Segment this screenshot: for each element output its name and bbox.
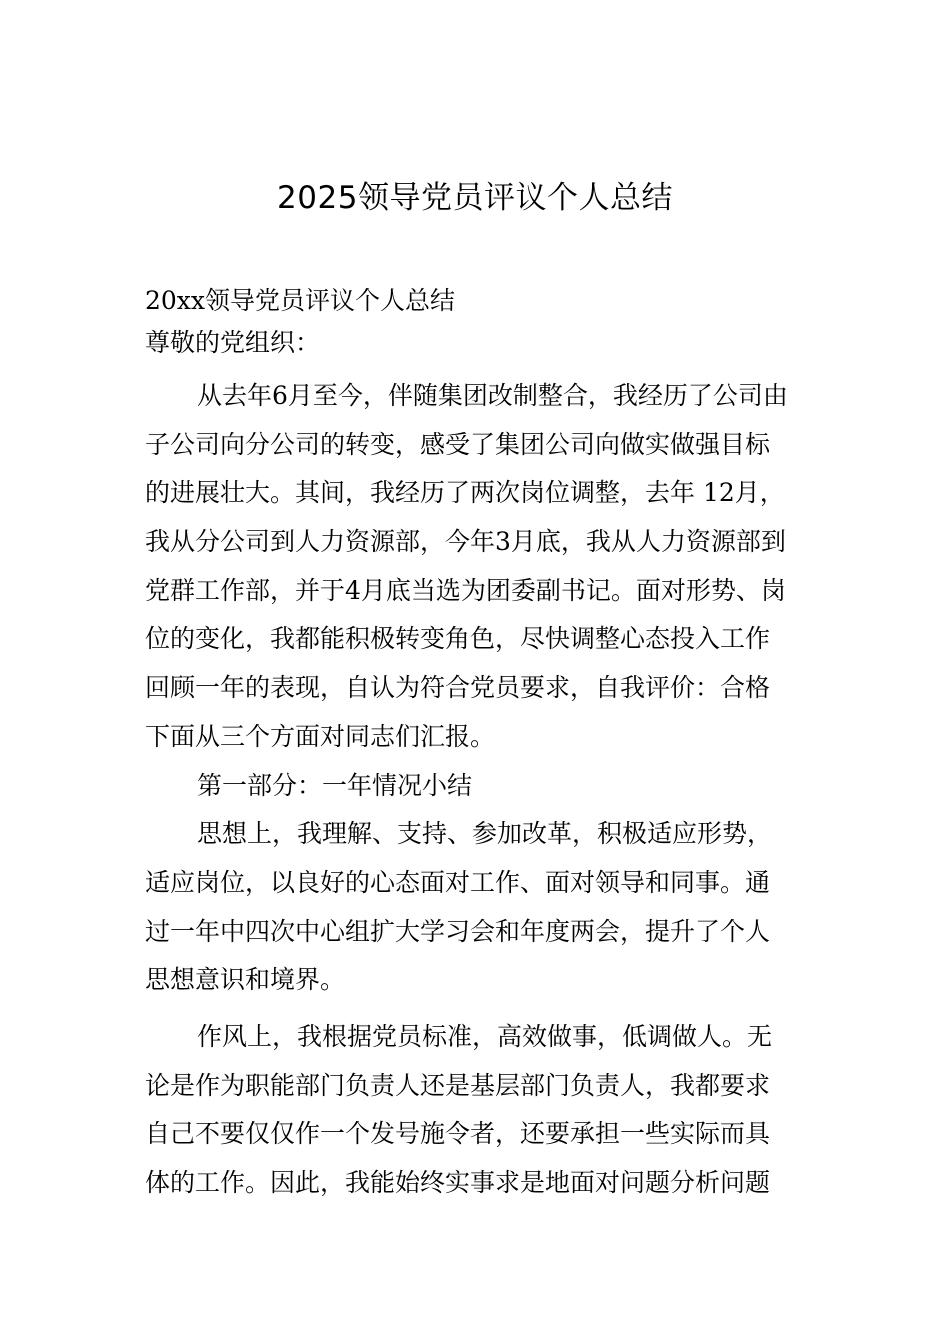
salutation: 尊敬的党组织：: [145, 328, 321, 357]
paragraph-line: 适应岗位，以良好的心态面对工作、面对领导和同事。通: [145, 867, 771, 897]
paragraph-line: 下面从三个方面对同志们汇报。: [145, 721, 496, 751]
paragraph-line: 的进展壮大。其间，我经历了两次岗位调整，去年 12月，: [145, 478, 785, 508]
document-title: 2025领导党员评议个人总结: [277, 180, 673, 216]
paragraph-line: 作风上，我根据党员标准，高效做事，低调做人。无: [197, 1021, 773, 1051]
paragraph-line: 位的变化，我都能积极转变角色，尽快调整心态投入工作: [145, 624, 771, 654]
document-subtitle: 20xx领导党员评议个人总结: [145, 286, 456, 315]
spacer: [145, 364, 810, 372]
section-heading-text: 第一部分：一年情况小结: [197, 770, 473, 800]
paragraph-style: [145, 1013, 810, 1208]
paragraph-thought: [145, 810, 810, 1005]
section-heading: [145, 762, 810, 811]
paragraph-line: 思想上，我理解、支持、参加改革，积极适应形势，: [197, 819, 773, 849]
paragraph-line: 子公司向分公司的转变，感受了集团公司向做实做强目标: [145, 429, 771, 459]
paragraph-line: 思想意识和境界。: [145, 965, 346, 995]
paragraph-line: 自己不要仅仅作一个发号施令者，还要承担一些实际而具: [145, 1119, 771, 1149]
spacer: [145, 1005, 810, 1013]
paragraph-line: 论是作为职能部门负责人还是基层部门负责人，我都要求: [145, 1070, 771, 1100]
paragraph-line: 党群工作部，并于4月底当选为团委副书记。面对形势、岗: [145, 575, 786, 605]
paragraph-line: 回顾一年的表现，自认为符合党员要求，自我评价：合格: [145, 673, 771, 703]
paragraph-line: 从去年6月至今，伴随集团改制整合，我经历了公司由: [197, 381, 788, 410]
paragraph-line: 我从分公司到人力资源部，今年3月底，我从人力资源部到: [145, 527, 786, 557]
document-body: [145, 280, 810, 1208]
paragraph-intro: [145, 372, 810, 762]
paragraph-line: 体的工作。因此，我能始终实事求是地面对问题分析问题: [145, 1168, 771, 1197]
paragraph-line: 过一年中四次中心组扩大学习会和年度两会，提升了个人: [145, 916, 771, 946]
